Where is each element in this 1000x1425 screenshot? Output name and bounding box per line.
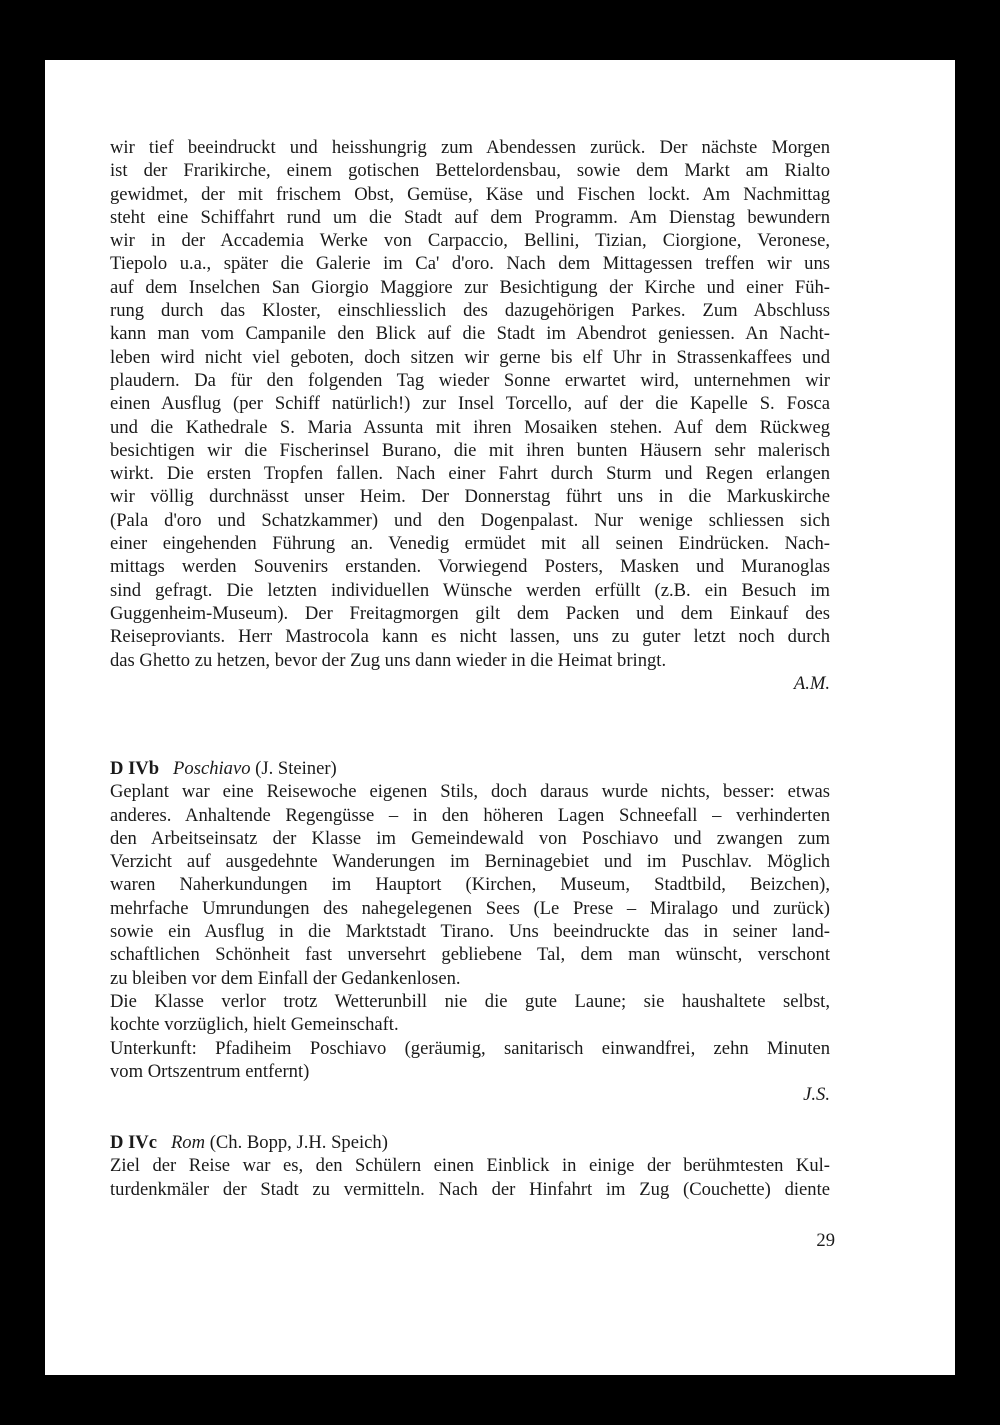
section-authors: (Ch. Bopp, J.H. Speich)	[209, 1132, 388, 1153]
text-line: turdenkmäler der Stadt zu vermitteln. Nach der Hinfahrt im Zug (Couchette) diente	[110, 1178, 830, 1200]
text-line: das Ghetto zu hetzen, bevor der Zug uns dann wieder in die Heimat bringt.	[110, 649, 667, 671]
section-title: Poschiavo	[173, 758, 251, 779]
section-title: Rom	[170, 1132, 206, 1153]
signature: A.M.	[793, 672, 830, 694]
text-line: Die Klasse verlor trotz Wetterunbill nie die gute Laune; sie haushaltete selbst,	[110, 990, 830, 1012]
text-line: Tiepolo u.a., später die Galerie im Ca' d'oro. Nach dem Mittagessen treffen wir uns	[110, 253, 830, 275]
text-line: zu bleiben vor dem Einfall der Gedankenlosen.	[110, 967, 461, 989]
section-code: D IVc	[110, 1132, 157, 1153]
text-line: wir in der Accademia Werke von Carpaccio, Bellini, Tizian, Ciorgione, Veronese,	[110, 230, 830, 252]
signature: J.S.	[803, 1084, 830, 1106]
text-line: Geplant war eine Reisewoche eigenen Stils, doch daraus wurde nichts, besser: etwas	[110, 781, 830, 803]
text-line: Unterkunft: Pfadiheim Poschiavo (geräumig, sanitarisch einwandfrei, zehn Minuten	[110, 1037, 830, 1059]
text-line: vom Ortszentrum entfernt)	[110, 1060, 310, 1082]
text-line: einen Ausflug (per Schiff natürlich!) zur Insel Torcello, auf der die Kapelle S. Fosca	[110, 393, 830, 415]
text-line: mittags werden Souvenirs erstanden. Vorwiegend Posters, Masken und Muranoglas	[110, 556, 830, 578]
text-line: wir tief beeindruckt und heisshungrig zum Abendessen zurück. Der nächste Morgen	[110, 137, 830, 158]
text-line: sind gefragt. Die letzten individuellen Wünsche werden erfüllt (z.B. ein Besuch im	[110, 579, 830, 601]
section-code: D IVb	[110, 758, 160, 779]
text-line: und die Kathedrale S. Maria Assunta mit ihren Mosaiken stehen. Auf dem Rückweg	[110, 416, 830, 438]
text-line: sowie ein Ausflug in die Marktstadt Tirano. Uns beeindruckte das in seiner land-	[110, 921, 830, 943]
text-line: rung durch das Kloster, einschliesslich des dazugehörigen Parkes. Zum Abschluss	[110, 300, 830, 322]
text-line: Ziel der Reise war es, den Schülern einen Einblick in einige der berühmtesten Kul-	[110, 1155, 830, 1177]
text-line: besichtigen wir die Fischerinsel Burano, die mit ihren bunten Häusern sehr malerisch	[110, 439, 830, 461]
text-line: (Pala d'oro und Schatzkammer) und den Dogenpalast. Nur wenige schliessen sich	[110, 509, 830, 531]
page-number: 29	[816, 1230, 835, 1251]
text-line: Reiseproviants. Herr Mastrocola kann es nicht lassen, uns zu guter letzt noch durch	[110, 626, 830, 648]
text-line: steht eine Schiffahrt rund um die Stadt auf dem Programm. Am Dienstag bewundern	[110, 206, 830, 228]
text-line: waren Naherkundungen im Hauptort (Kirchen, Museum, Stadtbild, Beizchen),	[110, 874, 830, 896]
section-heading	[110, 757, 830, 780]
text-line: gewidmet, der mit frischem Obst, Gemüse, Käse und Fischen lockt. Am Nachmittag	[110, 183, 830, 205]
text-line: ist der Frarikirche, einem gotischen Bettelordensbau, sowie dem Markt am Rialto	[110, 160, 830, 182]
text-line: kann man vom Campanile den Blick auf die Stadt im Abendrot geniessen. An Nacht-	[110, 323, 830, 345]
section-venedig	[110, 136, 830, 695]
text-line: leben wird nicht viel geboten, doch sitzen wir gerne bis elf Uhr in Strassenkaffees und	[110, 346, 830, 368]
text-line: kochte vorzüglich, hielt Gemeinschaft.	[110, 1014, 399, 1036]
text-line: schaftlichen Schönheit fast unversehrt gebliebene Tal, dem man wünscht, verschont	[110, 944, 830, 966]
section-rom	[110, 1131, 830, 1201]
text-line: auf dem Inselchen San Giorgio Maggiore zur Besichtigung der Kirche und einer Füh-	[110, 276, 830, 298]
text-line: den Arbeitseinsatz der Klasse im Gemeindewald von Poschiavo und zwangen zum	[110, 827, 830, 849]
section-heading	[110, 1131, 830, 1154]
text-line: mehrfache Umrundungen des nahegelegenen Sees (Le Prese – Miralago und zurück)	[110, 897, 830, 919]
text-line: wirkt. Die ersten Tropfen fallen. Nach einer Fahrt durch Sturm und Regen erlangen	[110, 463, 830, 485]
text-line: anderes. Anhaltende Regengüsse – in den höheren Lagen Schneefall – verhinderten	[110, 804, 830, 826]
section-poschiavo	[110, 757, 830, 1106]
text-line: plaudern. Da für den folgenden Tag wieder Sonne erwartet wird, unternehmen wir	[110, 369, 830, 391]
text-line: Guggenheim-Museum). Der Freitagmorgen gilt dem Packen und dem Einkauf des	[110, 602, 830, 624]
text-line: Verzicht auf ausgedehnte Wanderungen im Berninagebiet und im Puschlav. Möglich	[110, 851, 830, 873]
document-page	[45, 60, 955, 1375]
text-line: einer eingehenden Führung an. Venedig ermüdet mit all seinen Eindrücken. Nach-	[110, 533, 830, 555]
text-line: wir völlig durchnässt unser Heim. Der Donnerstag führt uns in die Markuskirche	[110, 486, 830, 508]
section-authors: (J. Steiner)	[255, 758, 337, 779]
